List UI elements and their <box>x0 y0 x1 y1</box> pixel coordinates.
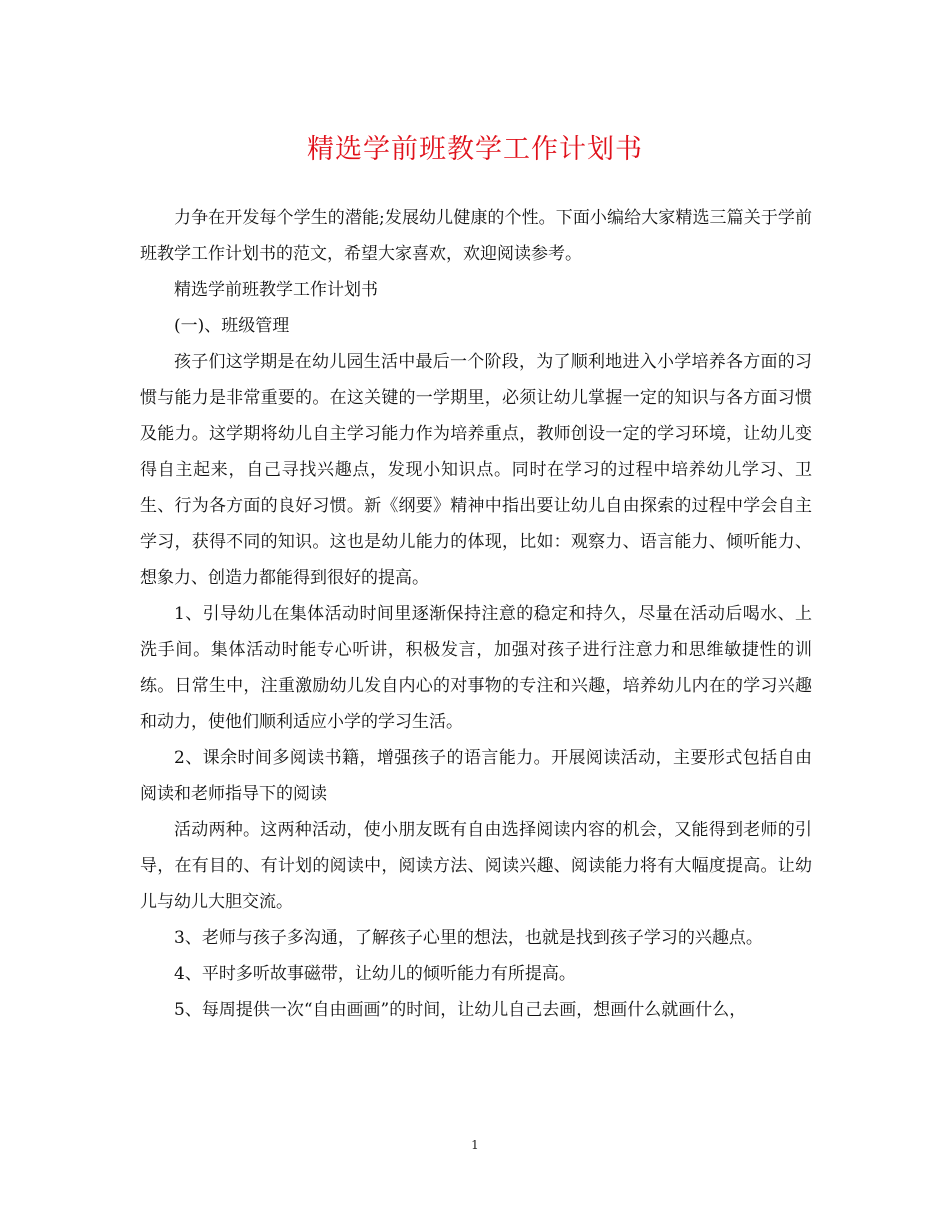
list-item-1: 1、引导幼儿在集体活动时间里逐渐保持注意的稳定和持久，尽量在活动后喝水、上洗手间。集体活动时能专心听讲，积极发言，加强对孩子进行注意力和思维敏捷性的训练。日常生中，注重激励幼儿发自内心的对事物的专注和兴趣，培养幼儿内在的学习兴趣和动力，使他们顺利适应小学的学习生活。 <box>140 604 812 732</box>
section-heading: 精选学前班教学工作计划书 <box>174 280 378 300</box>
document-body <box>140 200 812 1028</box>
list-item-5: 5、每周提供一次“自由画画”的时间，让幼儿自己去画，想画什么就画什么， <box>174 1000 747 1020</box>
intro-paragraph: 力争在开发每个学生的潜能;发展幼儿健康的个性。下面小编给大家精选三篇关于学前班教学工作计划书的范文，希望大家喜欢，欢迎阅读参考。 <box>140 208 812 264</box>
document-title: 精选学前班教学工作计划书 <box>307 134 643 165</box>
list-item-2-continued: 活动两种。这两种活动，使小朋友既有自由选择阅读内容的机会，又能得到老师的引导，在有目的、有计划的阅读中，阅读方法、阅读兴趣、阅读能力将有大幅度提高。让幼儿与幼儿大胆交流。 <box>140 820 812 912</box>
list-item-2: 2、课余时间多阅读书籍，增强孩子的语言能力。开展阅读活动，主要形式包括自由阅读和老师指导下的阅读 <box>140 748 812 804</box>
body-paragraph: 孩子们这学期是在幼儿园生活中最后一个阶段，为了顺利地进入小学培养各方面的习惯与能力是非常重要的。在这关键的一学期里，必须让幼儿掌握一定的知识与各方面习惯及能力。这学期将幼儿自主学习能力作为培养重点，教师创设一定的学习环境，让幼儿变得自主起来，自己寻找兴趣点，发现小知识点。同时在学习的过程中培养幼儿学习、卫生、行为各方面的良好习惯。新《纲要》精神中指出要让幼儿自由探索的过程中学会自主学习，获得不同的知识。这也是幼儿能力的体现，比如：观察力、语言能力、倾听能力、想象力、创造力都能得到很好的提高。 <box>140 352 812 588</box>
list-item-4: 4、平时多听故事磁带，让幼儿的倾听能力有所提高。 <box>174 964 576 984</box>
subsection-heading: (一)、班级管理 <box>174 316 290 336</box>
list-item-3: 3、老师与孩子多沟通，了解孩子心里的想法，也就是找到孩子学习的兴趣点。 <box>174 928 763 948</box>
page-number: 1 <box>471 1138 479 1152</box>
